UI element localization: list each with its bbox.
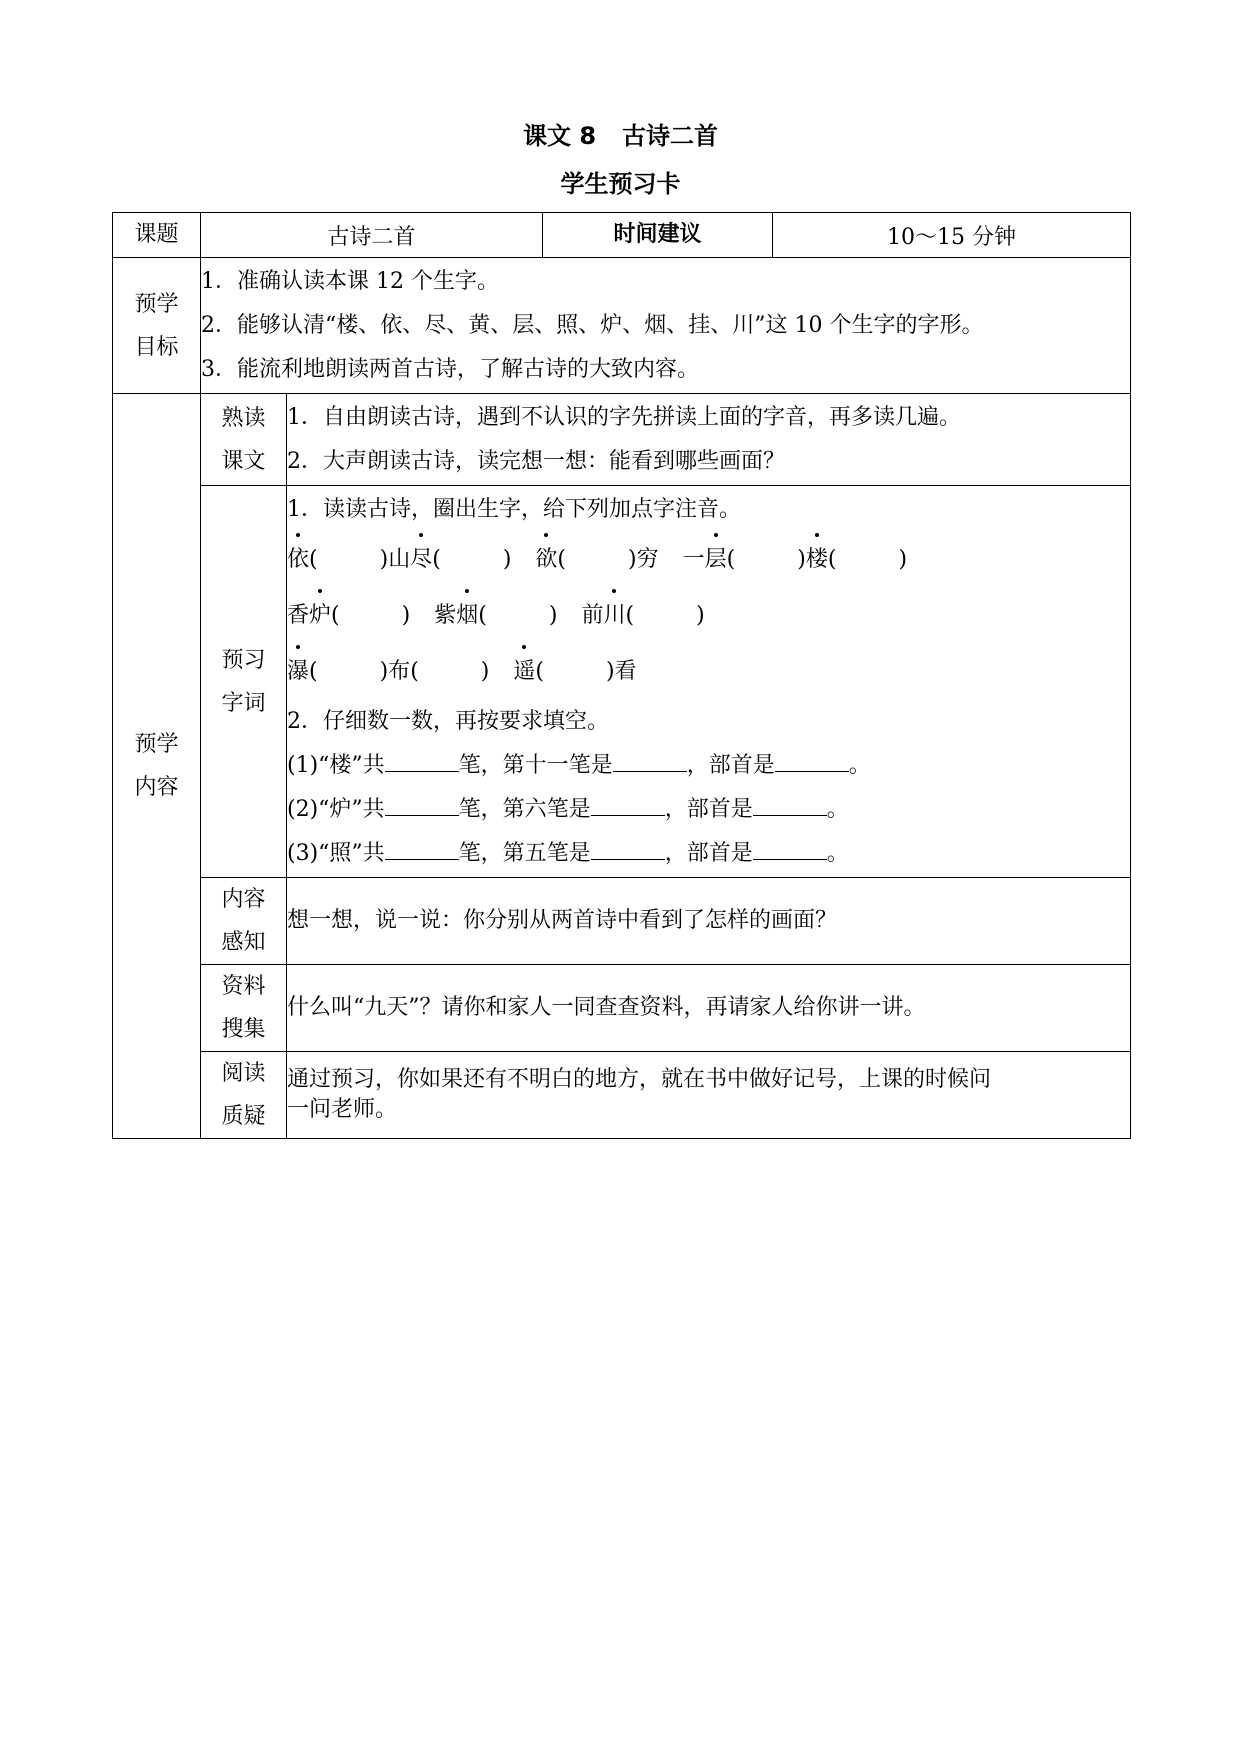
goals-label-line2: 目标 [134, 334, 179, 360]
dotted-char: 炉 [309, 588, 331, 644]
fill-end: 。 [826, 840, 849, 866]
research-label [201, 965, 287, 1052]
pinyin-row-3: 瀑( )布( ) 遥( )看 [287, 644, 1130, 700]
word-prefix: 香 [287, 602, 310, 628]
goal-item: 1．准确认读本课 12 个生字。 [201, 268, 499, 294]
words-question-1: 1．读读古诗，圈出生字，给下列加点字注音。 [287, 496, 741, 522]
dotted-char: 川 [603, 588, 625, 644]
dotted-char: 依 [287, 532, 309, 588]
fill-line-2 [287, 788, 1130, 832]
research-label-line2: 搜集 [221, 1017, 266, 1042]
word-suffix: )看 [605, 658, 637, 684]
goal-item: 2．能够认清“楼、依、尽、黄、层、照、炉、烟、挂、川”这 10 个生字的字形。 [201, 312, 984, 338]
goals-content [201, 258, 1131, 394]
lesson-name: 古诗二首 [622, 122, 719, 150]
word-suffix: ) [797, 546, 806, 572]
content-label-line2: 内容 [134, 775, 179, 800]
word-prefix: 一 [682, 546, 705, 572]
answer-blank[interactable] [385, 745, 459, 772]
dotted-char: 烟 [456, 588, 478, 644]
word-prefix: 紫 [434, 602, 457, 628]
fill-line-1 [287, 744, 1130, 788]
word-suffix: ) [898, 546, 908, 572]
info-row [113, 213, 1131, 258]
perception-content: 想一想，说一说：你分别从两首诗中看到了怎样的画面？ [287, 878, 1131, 965]
fill-mid: ，部首是 [686, 752, 775, 778]
answer-blank[interactable] [591, 833, 665, 860]
reading-label-line1: 熟读 [221, 405, 266, 431]
answer-blank[interactable] [775, 745, 849, 772]
goals-label [113, 258, 201, 394]
pinyin-row-2: 香炉( ) 紫烟( ) 前川( ) [287, 588, 1130, 644]
dotted-char: 欲 [535, 532, 557, 588]
word-suffix: ) [502, 546, 512, 572]
fill-mid: ，部首是 [664, 840, 753, 866]
answer-blank[interactable] [385, 789, 459, 816]
lesson-number: 课文 8 [522, 122, 597, 150]
fill-prefix: (2)“炉”共 [287, 796, 385, 822]
card-subtitle: 学生预习卡 [560, 170, 681, 198]
research-label-line1: 资料 [221, 974, 266, 999]
research-row [113, 965, 1131, 1052]
fill-prefix: (3)“照”共 [287, 840, 385, 866]
time-value: 10～15 分钟 [773, 213, 1131, 258]
word-prefix: 前 [581, 602, 604, 628]
goals-label-line1: 预学 [134, 291, 179, 317]
lesson-title [0, 121, 1241, 151]
fill-end: 。 [826, 796, 849, 822]
fill-mid: 笔，第六笔是 [458, 796, 591, 822]
word-suffix: )山 [379, 546, 411, 572]
answer-blank[interactable] [385, 833, 459, 860]
words-row [113, 486, 1131, 878]
reading-label [201, 394, 287, 486]
dotted-char: 楼 [806, 532, 828, 588]
word-suffix: ) [480, 658, 490, 684]
content-label-line1: 预学 [134, 732, 179, 757]
perception-row [113, 878, 1131, 965]
word-suffix: ) [401, 602, 411, 628]
perception-label [201, 878, 287, 965]
dotted-char: 尽 [410, 532, 432, 588]
reading-label-line2: 课文 [221, 448, 266, 474]
perception-label-line1: 内容 [221, 887, 266, 912]
reading-item: 2．大声朗读古诗，读完想一想：能看到哪些画面？ [287, 448, 785, 474]
dotted-char: 瀑 [287, 644, 309, 700]
topic-label: 课题 [113, 213, 201, 258]
reading-content [287, 394, 1131, 486]
goals-row [113, 258, 1131, 394]
topic-value: 古诗二首 [201, 213, 543, 258]
perception-label-line2: 感知 [221, 930, 266, 955]
fill-mid: 笔，第五笔是 [458, 840, 591, 866]
fill-prefix: (1)“楼”共 [287, 752, 385, 778]
questions-row [113, 1052, 1131, 1139]
reading-item: 1．自由朗读古诗，遇到不认识的字先拼读上面的字音，再多读几遍。 [287, 404, 961, 430]
questions-label-line2: 质疑 [221, 1104, 266, 1129]
answer-blank[interactable] [753, 833, 827, 860]
fill-end: 。 [848, 752, 871, 778]
words-question-2: 2．仔细数一数，再按要求填空。 [287, 708, 609, 734]
dotted-char: 层 [705, 532, 727, 588]
fill-mid: 笔，第十一笔是 [458, 752, 613, 778]
word-suffix: )布( [379, 658, 419, 684]
questions-label [201, 1052, 287, 1139]
words-label [201, 486, 287, 878]
word-suffix: ) [548, 602, 558, 628]
answer-blank[interactable] [753, 789, 827, 816]
time-label: 时间建议 [543, 213, 773, 258]
research-content: 什么叫“九天”？请你和家人一同查查资料，再请家人给你讲一讲。 [287, 965, 1131, 1052]
goal-item: 3．能流利地朗读两首古诗，了解古诗的大致内容。 [201, 356, 699, 382]
preview-card-table [112, 212, 1131, 1139]
questions-text-line1: 通过预习，你如果还有不明白的地方，就在书中做好记号，上课的时候问 [287, 1067, 992, 1092]
words-label-line2: 字词 [221, 690, 266, 716]
word-suffix: ) [696, 602, 705, 628]
questions-content [287, 1052, 1131, 1139]
questions-text-line2: 一问老师。 [287, 1097, 398, 1122]
pinyin-row-1: 依( )山尽( ) 欲( )穷 一层( )楼( ) [287, 532, 1130, 588]
words-label-line1: 预习 [221, 647, 266, 673]
words-content [287, 486, 1131, 878]
content-label [113, 394, 201, 1139]
reading-row [113, 394, 1131, 486]
questions-label-line1: 阅读 [221, 1061, 266, 1086]
dotted-char: 遥 [513, 644, 535, 700]
fill-mid: ，部首是 [664, 796, 753, 822]
answer-blank[interactable] [613, 745, 687, 772]
fill-line-3 [287, 832, 1130, 876]
word-suffix: )穷 [628, 546, 659, 572]
answer-blank[interactable] [591, 789, 665, 816]
